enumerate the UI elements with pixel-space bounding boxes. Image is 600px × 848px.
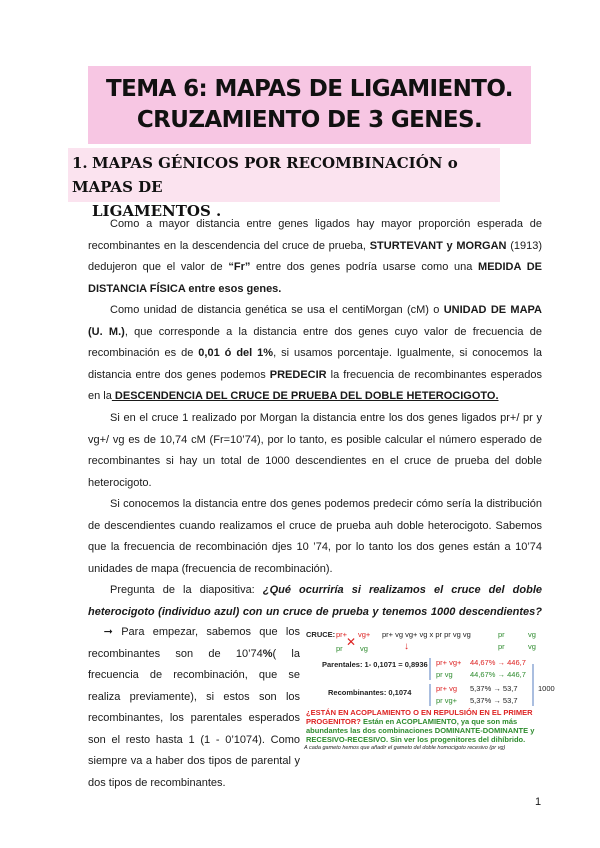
diagram-note-1: ¿ESTÁN EN ACOPLAMIENTO O EN REPULSIÓN EN EL PRIMER xyxy=(306,708,533,717)
section-number: 1. xyxy=(72,154,88,172)
title-line-2: CRUZAMIENTO DE 3 GENES. xyxy=(136,107,483,133)
paragraph-2: Como unidad de distancia genética se usa el centiMorgan (cM) o UNIDAD DE MAPA (U. M.), que corresponde a la distancia entre dos genes cuyo valor de frecuencia de recombinación es de 0,01 ó del 1%, si usamos porcentaje. Igualmente, si conocemos la distancia entre dos genes podemos PREDECIR la frecuencia de recombinantes esperados en la DESCENDENCIA DEL CRUCE DE PRUEBA DEL DOBLE HETEROCIGOTO. xyxy=(88,304,543,402)
diagram-tester: pr+ vg vg+ vg x pr pr vg vg xyxy=(382,630,471,639)
page-number: 1 xyxy=(535,796,542,808)
diagram-cruce-label: CRUCE: xyxy=(306,630,336,639)
diagram-pr: pr xyxy=(336,644,343,653)
diagram-par2-geno: pr vg xyxy=(436,670,453,679)
diagram-par2-val: 44,67% → 446,7 xyxy=(470,670,526,679)
diagram-footnote: A cada gameto hemos que añadir el gameto del doble homocigoto recesivo (pr vg) xyxy=(304,745,506,751)
paragraph-1: Como a mayor distancia entre genes ligados hay mayor proporción esperada de recombinantes en la descendencia del cruce de prueba, STURTEVANT y MORGAN (1913) dedujeron que el valor de “Fr” entre dos genes podría usarse como una MEDIDA DE DISTANCIA FÍSICA entre esos genes. xyxy=(88,218,542,295)
page-title xyxy=(88,74,531,136)
diagram-par1-val: 44,67% → 446,7 xyxy=(470,658,526,667)
paragraph-5-question: Pregunta de la diapositiva: ¿Qué ocurriría si realizamos el cruce del doble heterocigoto (individuo azul) con un cruce de prueba y tenemos 1000 descendientes? xyxy=(88,584,542,618)
diagram-parentales: Parentales: 1- 0,1071 = 0,8936 xyxy=(322,660,428,669)
diagram-tester-r3: pr xyxy=(498,642,505,651)
diagram-total: 1000 xyxy=(538,684,555,693)
diagram-rec1-geno: pr+ vg xyxy=(436,684,458,693)
diagram-tester-r2: vg xyxy=(528,630,536,639)
paragraph-5-answer: ➞ Para empezar, sabemos que los recombinantes son de 10’74%( la frecuencia de recombinación, que se realiza previamente), si estos son los recombinantes, los parentales esperados son el resto hasta 1 (1 - 0’1074). Como siempre va a haber dos tipos de parental y dos tipos de recombinantes. xyxy=(88,626,300,789)
diagram-par1-geno: pr+ vg+ xyxy=(436,658,462,667)
diagram-rec2-geno: pr vg+ xyxy=(436,696,458,705)
diagram-recombinantes: Recombinantes: 0,1074 xyxy=(328,688,412,697)
diagram-tester-r1: pr xyxy=(498,630,505,639)
diagram-note-4: RECESIVO-RECESIVO. Sin ver los progenitores del dihíbrido. xyxy=(306,735,526,744)
section-heading xyxy=(72,151,492,223)
diagram-note-2: PROGENITOR? Están en ACOPLAMIENTO, ya que son más xyxy=(306,717,518,726)
section-line-2: LIGAMENTOS . xyxy=(92,202,222,220)
title-line-1: TEMA 6: MAPAS DE LIGAMIENTO. xyxy=(106,76,513,102)
section-line-1: MAPAS GÉNICOS POR RECOMBINACIÓN o MAPAS DE xyxy=(72,154,458,196)
diagram-vg: vg xyxy=(360,644,368,653)
paragraph-4: Si conocemos la distancia entre dos genes podemos predecir cómo sería la distribución de descendientes cuando realizamos el cruce de prueba auh doble heterocigoto. Sabemos que la frecuencia de recombinación djes 10 ’74, por lo tanto los dos genes están a 10’74 unidades de mapa (frecuencia de recombinación). xyxy=(88,498,542,575)
diagram-rec2-val: 5,37% → 53,7 xyxy=(470,696,518,705)
paragraph-3: Si en el cruce 1 realizado por Morgan la distancia entre los dos genes ligados pr+/ pr y vg+/ vg es de 10,74 cM (Fr=10’74), por lo tanto, es posible calcular el número esperado de recombinantes si hay un total de 1000 descendientes en el cruce de prueba del doble heterocigoto. xyxy=(88,412,542,489)
diagram-cross-icon: ✕ xyxy=(346,635,357,649)
diagram-tester-r4: vg xyxy=(528,642,536,651)
diagram-vg-plus: vg+ xyxy=(358,630,371,639)
diagram-note-3: abundantes las dos combinaciones DOMINANTE-DOMINANTE y xyxy=(306,726,535,735)
cross-diagram xyxy=(302,628,555,744)
diagram-pr-plus: pr+ xyxy=(336,630,348,639)
diagram-rec1-val: 5,37% → 53,7 xyxy=(470,684,518,693)
arrow-down-icon: ↓ xyxy=(404,641,409,652)
